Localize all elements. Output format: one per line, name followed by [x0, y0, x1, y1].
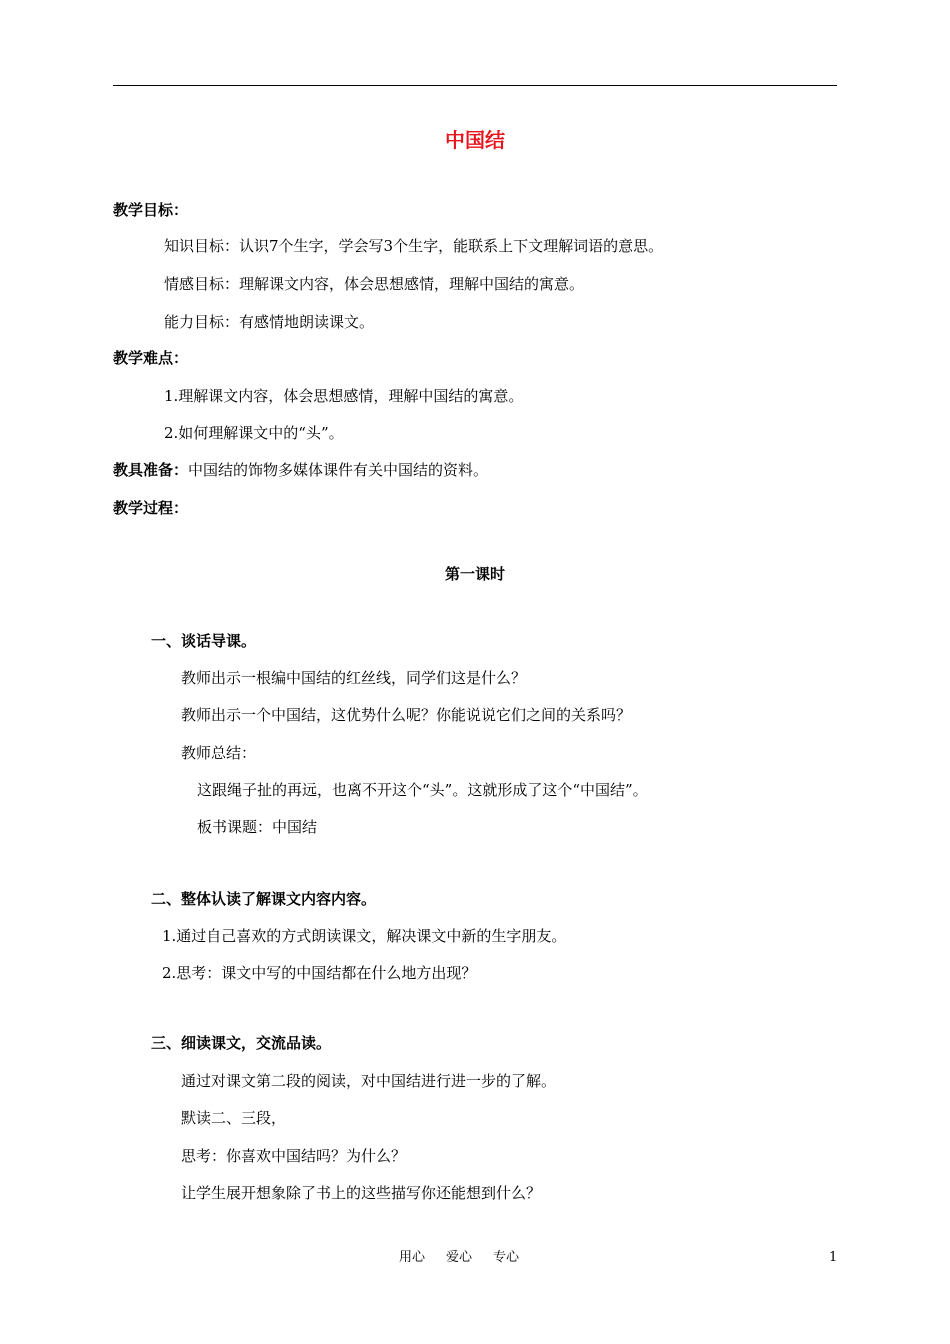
- section3-heading: 三、细读课文，交流品读。: [151, 1034, 332, 1052]
- document-title: 中国结: [445, 128, 505, 152]
- footer-motto-2: 爱心: [446, 1250, 473, 1265]
- footer-motto-1: 用心: [399, 1250, 426, 1265]
- prep-line: [113, 460, 488, 480]
- section3-line-1: 通过对课文第二段的阅读，对中国结进行进一步的了解。: [181, 1072, 557, 1090]
- section2-line-1: 1.通过自己喜欢的方式朗读课文，解决课文中新的生字朋友。: [162, 927, 567, 945]
- lesson-title: 第一课时: [444, 565, 505, 583]
- section1-line-1: 教师出示一根编中国结的红丝线，同学们这是什么？: [181, 669, 527, 687]
- difficulty-item-1: 1.理解课文内容，体会思想感情，理解中国结的寓意。: [164, 387, 524, 405]
- prep-text: 中国结的饰物多媒体课件有关中国结的资料。: [188, 461, 489, 479]
- section3-line-4: 让学生展开想象除了书上的这些描写你还能想到什么？: [181, 1184, 542, 1202]
- process-heading: 教学过程：: [113, 499, 189, 517]
- goal-knowledge: 知识目标：认识7个生字，学会写3个生字，能联系上下文理解词语的意思。: [164, 237, 664, 255]
- header-rule: [113, 85, 837, 86]
- section1-line-5: 板书课题：中国结: [197, 818, 318, 836]
- difficulty-item-2: 2.如何理解课文中的“头”。: [164, 424, 344, 442]
- goal-ability: 能力目标：有感情地朗读课文。: [164, 313, 375, 331]
- goal-emotion: 情感目标：理解课文内容，体会思想感情，理解中国结的寓意。: [164, 275, 585, 293]
- section1-heading: 一、谈话导课。: [151, 632, 257, 650]
- prep-label: 教具准备：: [113, 461, 189, 479]
- section1-line-2: 教师出示一个中国结，这优势什么呢？你能说说它们之间的关系吗？: [181, 706, 632, 724]
- difficulties-heading: 教学难点：: [113, 349, 189, 367]
- section2-line-2: 2.思考：课文中写的中国结都在什么地方出现？: [162, 964, 477, 982]
- section3-line-3: 思考：你喜欢中国结吗？为什么？: [181, 1147, 407, 1165]
- section3-line-2: 默读二、三段，: [181, 1109, 287, 1127]
- footer-motto-3: 专心: [493, 1250, 520, 1265]
- section1-line-3: 教师总结：: [181, 744, 257, 762]
- page-number: 1: [829, 1250, 838, 1265]
- section1-line-4: 这跟绳子扯的再远，也离不开这个“头”。这就形成了这个“中国结”。: [197, 781, 648, 799]
- section2-heading: 二、整体认读了解课文内容内容。: [151, 890, 377, 908]
- goals-heading: 教学目标：: [113, 201, 189, 219]
